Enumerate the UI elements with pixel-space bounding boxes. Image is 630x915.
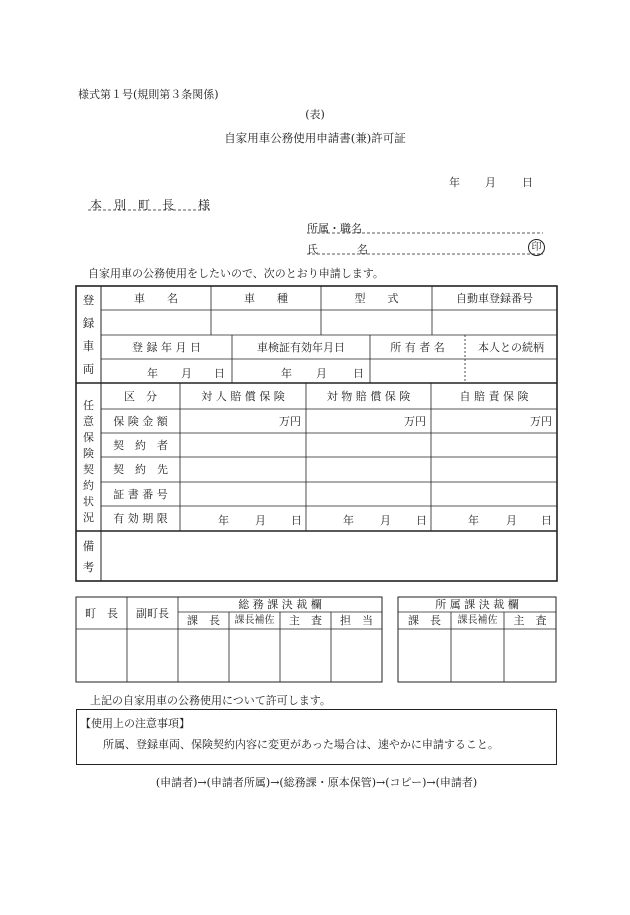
validity-compulsory-year: 年 <box>468 514 479 527</box>
addressee: 本 別 町 長 様 <box>90 198 211 212</box>
routing-flow: (申請者)→(申請者所属)→(総務課・原本保管)→(コピー)→(申請者) <box>155 776 478 789</box>
col-car-name: 車 名 <box>134 291 178 305</box>
general-col-supervisor: 主 査 <box>289 614 322 627</box>
inspection-year: 年 <box>281 367 292 380</box>
vehicle-section-label <box>76 288 101 381</box>
row-policy-number: 証 書 番 号 <box>113 487 168 501</box>
inspection-day: 日 <box>353 367 364 380</box>
col-owner-name: 所 有 者 名 <box>390 340 445 354</box>
usage-notice-box <box>76 709 557 765</box>
inspection-month: 月 <box>316 367 327 380</box>
insurance-section-char: 険 <box>83 447 94 460</box>
col-registration-number: 自動車登録番号 <box>456 291 533 305</box>
row-coverage-amount: 保 険 金 額 <box>113 414 168 428</box>
form-side: (表) <box>305 108 325 121</box>
unit-compulsory: 万円 <box>530 414 552 428</box>
validity-property-day: 日 <box>416 514 427 527</box>
unit-bodily: 万円 <box>279 414 301 428</box>
department-title: 所 属 課 決 裁 欄 <box>435 598 519 611</box>
insurance-section-char: 況 <box>83 511 94 524</box>
col-car-type: 車 種 <box>244 291 288 305</box>
form-title: 自家用車公務使用申請書(兼)許可証 <box>224 131 406 145</box>
row-policyholder: 契 約 者 <box>113 438 168 452</box>
general-col-deputy-chief: 課長補佐 <box>234 614 275 626</box>
general-col-chief: 課 長 <box>187 614 220 627</box>
vehicle-section-char: 車 <box>82 339 95 354</box>
col-category: 区 分 <box>124 389 157 403</box>
dept-col-supervisor: 主 査 <box>513 614 547 627</box>
date-month: 月 <box>485 176 496 189</box>
dept-col-deputy-chief: 課長補佐 <box>457 614 498 626</box>
insurance-section-char: 意 <box>83 415 94 428</box>
vehicle-section-char: 録 <box>82 315 95 330</box>
permit-statement: 上記の自家用車の公務使用について許可します。 <box>90 694 331 707</box>
usage-notice-body: 所属、登録車両、保険契約内容に変更があった場合は、速やかに申請すること。 <box>103 738 499 751</box>
dept-col-chief: 課 長 <box>408 614 441 627</box>
reg-date-month: 月 <box>181 367 192 380</box>
vehicle-section-char: 両 <box>82 362 95 377</box>
remarks-char: 備 <box>82 538 95 553</box>
unit-property: 万円 <box>404 414 426 428</box>
insurance-section-char: 約 <box>83 479 94 492</box>
date-year: 年 <box>449 176 460 189</box>
insurance-section-char: 状 <box>83 495 94 508</box>
general-col-staff: 担 当 <box>340 614 373 627</box>
validity-bodily-year: 年 <box>218 514 229 527</box>
validity-property-year: 年 <box>343 514 354 527</box>
insurance-section-char: 契 <box>83 463 94 476</box>
name-label-second: 名 <box>357 243 368 256</box>
general-affairs-title: 総 務 課 決 裁 欄 <box>238 598 322 611</box>
col-registration-date: 登 録 年 月 日 <box>132 340 201 354</box>
col-relationship: 本人との続柄 <box>478 340 544 354</box>
col-property-damage: 対 物 賠 償 保 険 <box>326 389 411 403</box>
col-compulsory: 自 賠 責 保 険 <box>459 389 529 403</box>
insurance-section-label <box>76 397 101 524</box>
validity-bodily-month: 月 <box>255 514 266 527</box>
col-bodily-injury: 対 人 賠 償 保 険 <box>201 389 285 403</box>
seal-mark: 印 <box>528 239 545 256</box>
vehicle-section-char: 登 <box>82 292 95 307</box>
insurance-section-char: 保 <box>83 431 94 444</box>
validity-bodily-day: 日 <box>291 514 302 527</box>
reg-date-year: 年 <box>147 367 158 380</box>
row-validity: 有 効 期 限 <box>113 512 168 525</box>
validity-property-month: 月 <box>380 514 391 527</box>
approval-mayor: 町 長 <box>85 606 118 620</box>
row-insurer: 契 約 先 <box>113 463 168 476</box>
insurance-section-char: 任 <box>83 399 94 412</box>
col-inspection-expiry: 車検証有効年月日 <box>257 340 345 354</box>
intro-text: 自家用車の公務使用をしたいので、次のとおり申請します。 <box>88 267 384 280</box>
validity-compulsory-month: 月 <box>506 514 517 527</box>
affiliation-label: 所属・職名 <box>307 222 362 235</box>
col-model: 型 式 <box>354 291 399 305</box>
usage-notice-title: 【使用上の注意事項】 <box>80 717 190 730</box>
remarks-label <box>76 535 101 577</box>
date-day: 日 <box>522 176 533 189</box>
validity-compulsory-day: 日 <box>541 514 552 527</box>
remarks-char: 考 <box>82 559 95 574</box>
approval-deputy-mayor: 副町長 <box>136 606 169 620</box>
reg-date-day: 日 <box>214 367 225 380</box>
form-number: 様式第１号(規則第３条関係) <box>78 88 219 101</box>
name-label-first: 氏 <box>307 243 318 256</box>
